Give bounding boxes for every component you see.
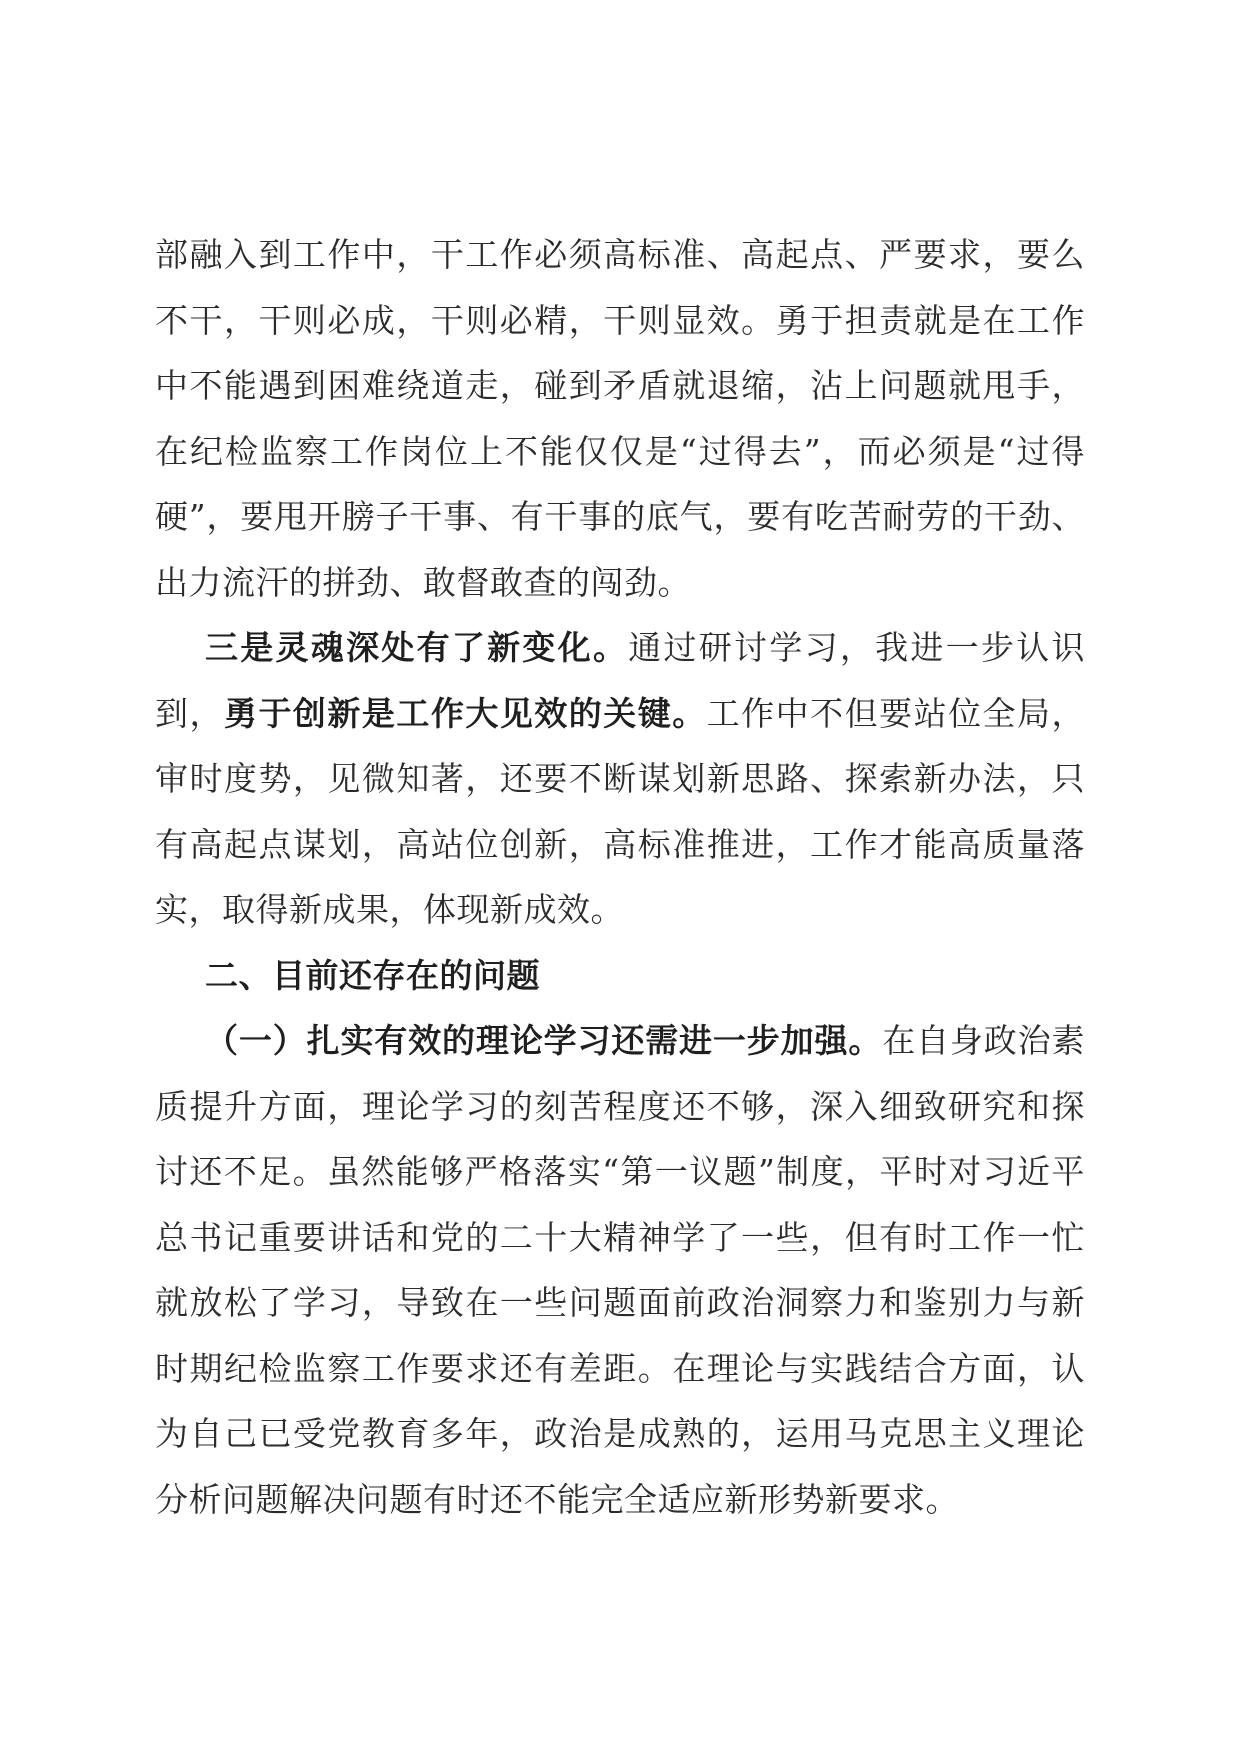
- bold-lead-text: （一）扎实有效的理论学习还需进一步加强。: [205, 1021, 883, 1060]
- paragraph-text: 在自身政治素质提升方面，理论学习的刻苦程度还不够，深入细致研究和探讨还不足。虽然能够严格落实“第一议题”制度，平时对习近平总书记重要讲话和党的二十大精神学了一些，但有时工作一忙就放松了学习，导致在一些问题面前政治洞察力和鉴别力与新时期纪检监察工作要求还有差距。在理论与实践结合方面，认为自己已受党教育多年，政治是成熟的，运用马克思主义理论分析问题解决问题有时还不能完全适应新形势新要求。: [155, 1021, 1086, 1519]
- bold-lead-text: 三是灵魂深处有了新变化。: [205, 628, 629, 667]
- paragraph-problem-one: [155, 1008, 1085, 1532]
- paragraph-text: 通过研讨学习，我进一步认识到，: [155, 628, 1086, 733]
- paragraph-continuation: [155, 222, 1085, 615]
- paragraph-innovation: [155, 615, 1085, 943]
- section-heading: 二、目前还存在的问题: [205, 955, 540, 995]
- document-body: [155, 222, 1085, 1532]
- paragraph-text: 工作中不但要站位全局，审时度势，见微知著，还要不断谋划新思路、探索新办法，只有高起点谋划，高站位创新，高标准推进，工作才能高质量落实，取得新成果，体现新成效。: [155, 693, 1086, 929]
- bold-key-text: 勇于创新是工作大见效的关键。: [223, 693, 707, 733]
- paragraph-text: 部融入到工作中，干工作必须高标准、高起点、严要求，要么不干，干则必成，干则必精，干则显效。勇于担责就是在工作中不能遇到困难绕道走，碰到矛盾就退缩，沾上问题就甩手，在纪检监察工作岗位上不能仅仅是“过得去”，而必须是“过得硬”，要甩开膀子干事、有干事的底气，要有吃苦耐劳的干劲、出力流汗的拼劲、敢督敢查的闯劲。: [155, 235, 1085, 602]
